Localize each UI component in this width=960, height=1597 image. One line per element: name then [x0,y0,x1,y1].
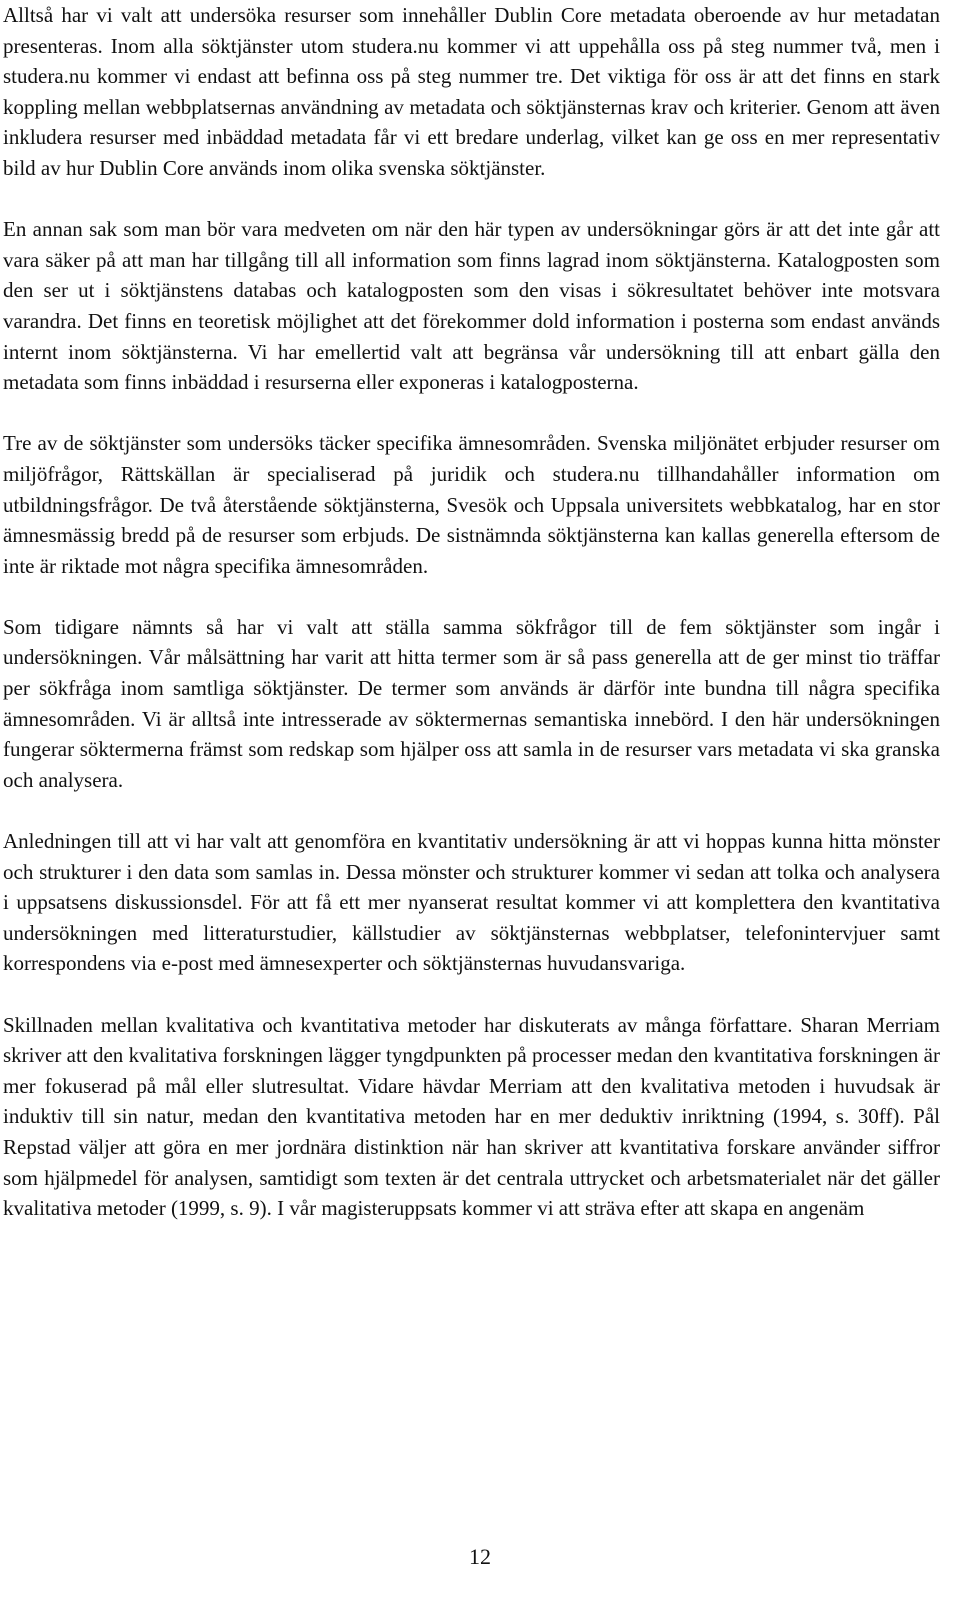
paragraph-1: Alltså har vi valt att undersöka resurser som innehåller Dublin Core metadata oberoende av hur metadatan presenteras. Inom alla söktjänster utom studera.nu kommer vi att uppehålla oss på steg nummer två, men i studera.nu kommer vi endast att befinna oss på steg nummer tre. Det viktiga för oss är att det finns en stark koppling mellan webbplatsernas användning av metadata och söktjänsternas krav och kriterier. Genom att även inkludera resurser med inbäddad metadata får vi ett bredare underlag, vilket kan ge oss en mer representativ bild av hur Dublin Core används inom olika svenska söktjänster. [3,3,940,180]
paragraph-5: Anledningen till att vi har valt att genomföra en kvantitativ undersökning är att vi hoppas kunna hitta mönster och strukturer i den data som samlas in. Dessa mönster och strukturer kommer vi sedan att tolka och analysera i uppsatsens diskussionsdel. För att få ett mer nyanserat resultat kommer vi att komplettera den kvantitativa undersökningen med litteraturstudier, källstudier av söktjänsternas webbplatser, telefonintervjuer samt korrespondens via e-post med ämnesexperter och söktjänsternas huvudansvariga. [3,829,940,976]
paragraph-2: En annan sak som man bör vara medveten om när den här typen av undersökningar görs är att det inte går att vara säker på att man har tillgång till all information som finns lagrad inom söktjänsterna. Katalogposten som den ser ut i söktjänstens databas och katalogposten som den visas i sökresultatet behöver inte motsvara varandra. Det finns en teoretisk möjlighet att det förekommer dold information i posterna som endast används internt inom söktjänsterna. Vi har emellertid valt att begränsa vår undersökning till att enbart gälla den metadata som finns inbäddad i resurserna eller exponeras i katalogposterna. [3,217,940,395]
paragraph-3: Tre av de söktjänster som undersöks täcker specifika ämnesområden. Svenska miljönätet erbjuder resurser om miljöfrågor, Rättskällan är specialiserad på juridik och studera.nu tillhandahåller information om utbildningsfrågor. De två återstående söktjänsterna, Svesök och Uppsala universitets webbkatalog, har en stor ämnesmässig bredd på de resurser som erbjuds. De sistnämnda söktjänsterna kan kallas generella eftersom de inte är riktade mot några specifika ämnesområden. [3,431,940,578]
body-text [3,0,940,1254]
page-number: 12 [469,1544,491,1569]
paragraph-6: Skillnaden mellan kvalitativa och kvantitativa metoder har diskuterats av många författare. Sharan Merriam skriver att den kvalitativa forskningen lägger tyngdpunkten på processer medan den kvantitativa forskningen är mer fokuserad på mål eller slutresultat. Vidare hävdar Merriam att den kvalitativa metoden i huvudsak är induktiv till sin natur, medan den kvantitativa metoden har en mer deduktiv inriktning (1994, s. 30ff). Pål Repstad väljer att göra en mer jordnära distinktion när han skriver att kvantitativa forskare använder siffror som hjälpmedel för analysen, samtidigt som texten är det centrala uttrycket och arbetsmaterialet när det gäller kvalitativa metoder (1999, s. 9). I vår magisteruppsats kommer vi att sträva efter att skapa en angenäm [3,1012,940,1221]
paragraph-4: Som tidigare nämnts så har vi valt att ställa samma sökfrågor till de fem söktjänster som ingår i undersökningen. Vår målsättning har varit att hitta termer som är så pass generella att de ger minst tio träffar per sökfråga inom samtliga söktjänster. De termer som används är därför inte bundna till några specifika ämnesområden. Vi är alltså inte intresserade av söktermernas semantiska innebörd. I den här undersökningen fungerar söktermerna främst som redskap som hjälper oss att samla in de resurser vars metadata vi ska granska och analysera. [3,614,940,792]
